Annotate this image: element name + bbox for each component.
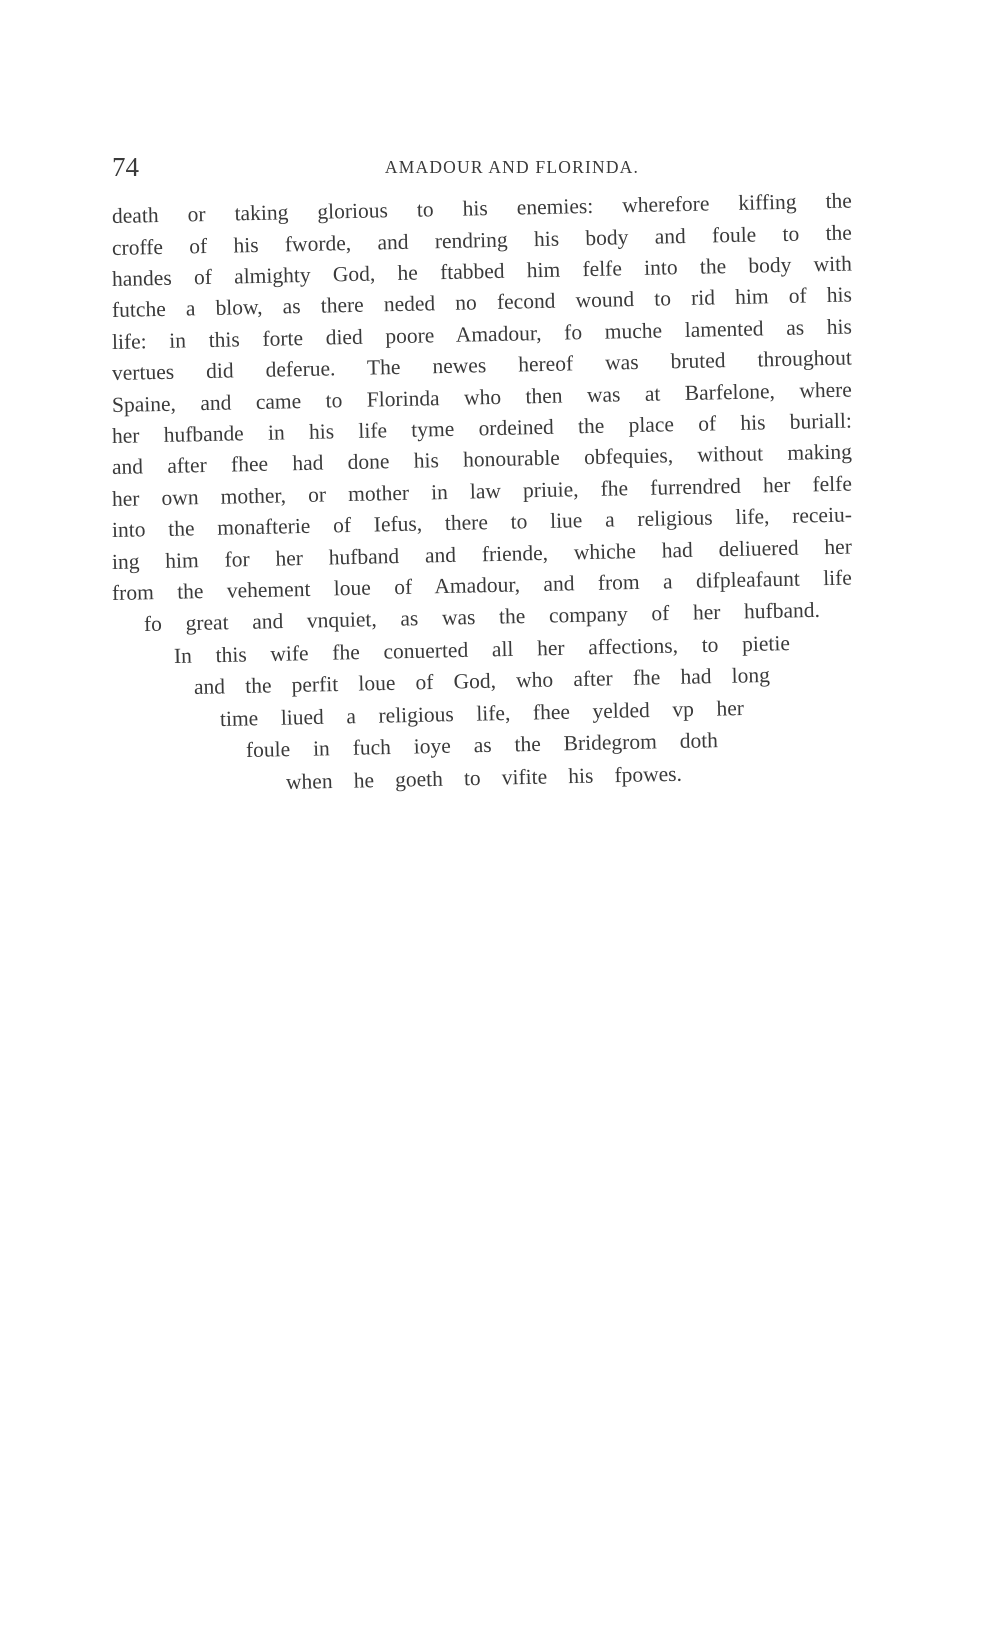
page-number: 74	[112, 152, 139, 182]
text-line: fo great and vnquiet, as was the company of her hufband.	[143, 597, 821, 636]
text-line: ing him for her hufband and friende, whiche had deliuered her	[111, 534, 853, 574]
running-title: AMADOUR AND FLORINDA.	[384, 157, 640, 177]
text-line: and the perfit loue of God, who after fhe had long	[193, 662, 771, 699]
running-head	[112, 150, 852, 184]
text-line: into the monafterie of Iefus, there to liue a religious life, receiu-	[111, 502, 853, 542]
text-line: In this wife fhe conuerted all her affections, to pietie	[173, 631, 791, 668]
text-line: futche a blow, as there neded no fecond wound to rid him of his	[111, 282, 853, 322]
text-line: death or taking glorious to his enemies: wherefore kiffing the	[111, 188, 853, 228]
text-line: Spaine, and came to Florinda who then was at Barfelone, where	[111, 377, 853, 417]
text-line: foule in fuch ioye as the Bridegrom doth	[245, 728, 719, 762]
text-line: vertues did deferue. The newes hereof was bruted throughout	[111, 345, 853, 385]
text-line: handes of almighty God, he ftabbed him felfe into the body with	[111, 251, 853, 291]
text-line: her hufbande in his life tyme ordeined the place of his buriall:	[111, 408, 853, 448]
text-line: from the vehement loue of Amadour, and from a difpleafaunt life	[111, 565, 853, 605]
text-line: when he goeth to vifite his fpowes.	[285, 761, 683, 794]
text-line: life: in this forte died poore Amadour, fo muche lamented as his	[111, 314, 853, 354]
text-line: croffe of his fworde, and rendring his body and foule to the	[111, 220, 853, 260]
text-line: time liued a religious life, fhee yelded vp her	[219, 696, 745, 731]
text-line: and after fhee had done his honourable obfequies, without making	[111, 439, 853, 479]
text-line: her own mother, or mother in law priuie, fhe furrendred her felfe	[111, 471, 853, 511]
